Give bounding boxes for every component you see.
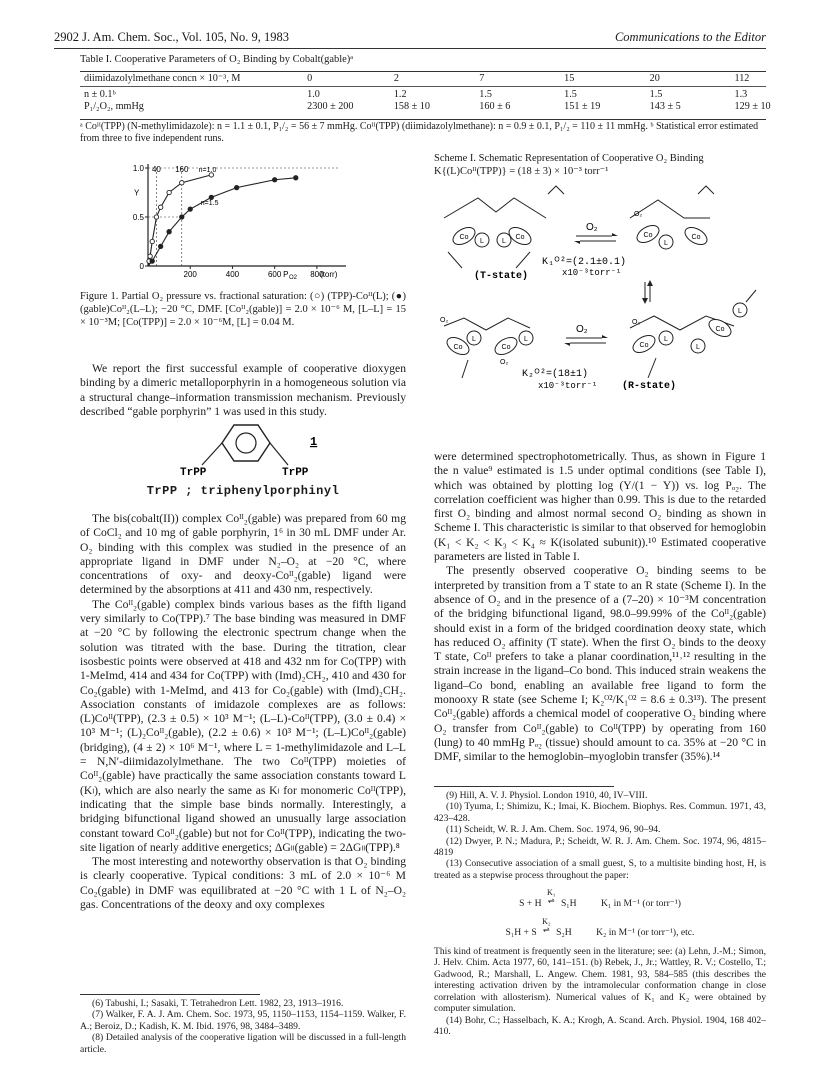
ligand-label: L [480,238,484,245]
cobalt-label: Co [691,234,701,241]
equilibrium-arrow-vertical [642,280,653,304]
top-tick-label: 160 [175,165,189,174]
paragraph: were determined spectrophotometrically. Thus, as shown in Figure 1 the n value⁹ estimated is 1.5 under optimal conditions (see Table I), which was obtained by plotting log (Y/(1 − Y)) vs. log Pₒ₂. The correlation coefficient was higher than 0.99. This is due to the retarded first O₂ binding and almost normal second O₂ binding as shown in Scheme I. This characteristic is similar to that observed for hemoglobin (K₁ < K₂ < K₃ < K₄ ≈ K(isolated subunit)).¹⁰ Estimated cooperative parameters are listed in Table I. [434,450,766,564]
cobalt-label: Co [459,234,469,241]
table-rule [80,71,766,72]
right-footnotes [434,790,766,1037]
footnote: (14) Bohr, C.; Hasselbach, K. A.; Krogh, A. Scand. Arch. Physiol. 1904, 168 402–410. [434,1014,766,1037]
table-cell: 143 ± 5 [649,101,681,113]
bond [270,443,288,465]
y-tick-label: 1.0 [132,164,144,173]
footnote: (10) Tyuma, I.; Shimizu, K.; Imai, K. Biochem. Biophys. Res. Commun. 1971, 43, 423–428. [434,801,766,824]
cobalt-label: Co [515,234,525,241]
bond [202,443,222,465]
footnote-rule [434,786,614,787]
free-ligand [548,186,564,194]
chart-marks [147,173,298,266]
abbreviation-note: TrPP ; triphenylporphinyl [146,484,340,498]
compound-number: 1 [310,435,318,449]
chart-labels [133,164,338,281]
n15-label: n=1.5 [200,200,219,208]
table-cell: 20 [649,73,660,84]
footnote: (12) Dwyer, P. N.; Madura, P.; Scheidt, W. R. J. Am. Chem. Soc. 1974, 96, 4815–4819 [434,835,766,859]
scheme-caption: Scheme I. Schematic Representation of Cooperative O₂ Binding K{(L)Coᴵᴵ(TPP)} = (18 ± 3) × 10⁻³ torr⁻¹ [434,153,704,178]
footnote: (6) Tabushi, I.; Sasaki, T. Tetrahedron Lett. 1982, 23, 1913–1916. [92,998,344,1009]
filled-data-point [180,215,184,219]
open-data-point [148,254,152,258]
table-cell: 112 [734,73,750,84]
cobalt-label: Co [501,344,511,351]
bond [516,252,530,268]
table-cell: n ± 0.1ᵇ [84,88,116,100]
y-axis-label: Y [134,188,140,198]
footnote: (9) Hill, A. V. J. Physiol. London 1910, 40, IV–VIII. [446,790,648,801]
table-cell: 129 ± 10 [734,101,771,113]
section-title: Communications to the Editor [614,30,766,44]
left-footnotes [80,998,406,1055]
o2-ligand-label: O₂ [632,319,641,326]
scheme-molecules [440,186,756,378]
x-tick-label: 400 [225,270,240,279]
filled-data-point [234,185,238,189]
footnote: This kind of treatment is frequently seen in the literature; see: (a) Lehn, J.-M.; Simon, J. Helv. Chim. Acta 1977, 60, 141–151. (b) Rebek, J., Jr.; Wattley, R. V.; Costello, T.; Gadwood, R.; Marshall, L. Angew. Chem. 1981, 93, 584–585 (this describes the interesting activation driven by the intramolecular conformation change in close correlation with allosterism). Numerical values of K₁ and K₂ were obtained by computer simulation. [434,946,766,1015]
table-row [84,86,820,102]
equilibrium-arrow-top [574,233,618,244]
table-cell: 160 ± 6 [479,101,511,113]
equilibrium-arrow: K₁ ⇌ [546,888,556,906]
bond [746,290,756,302]
equation-2: S₁H + S K₂ ⇌ S₂H K₂ in M⁻¹ (or torr⁻¹), etc. [505,916,695,938]
open-data-point [158,205,162,209]
table-row [84,101,820,114]
n1-label: n=1.0 [198,167,217,174]
table-rule [80,119,766,120]
cobalt-label: Co [453,344,463,351]
table-cell: 2300 ± 200 [307,101,354,113]
equilibrium-arrow-bottom [564,335,608,346]
bond [448,252,462,268]
table-row [84,73,820,86]
open-data-point [154,215,158,219]
x-tick-label: 800 [310,270,324,279]
y-tick-label: 0 [139,262,144,271]
filled-data-point [167,230,171,234]
o2-label: O₂ [576,324,588,335]
table-cell: 1.5 [564,88,577,100]
o2-ligand-label: O₂ [500,359,509,366]
k1-unit: x10⁻³torr⁻¹ [562,268,622,278]
k2-equation: K₂ᴼ²=(18±1) [522,369,589,380]
r-state-label: (R-state) [622,381,677,392]
o2-ligand-label: O₂ [634,211,643,218]
open-data-point [150,239,154,243]
chart-axes [145,164,346,269]
table-cell: P₁/₂O₂, mmHg [84,101,144,113]
table-cell: 151 ± 19 [564,101,601,113]
table-cell: 158 ± 10 [393,101,430,113]
ligand-label: L [472,336,476,343]
right-body [434,450,766,765]
ligand-label: L [664,240,668,247]
footnote: (13) Consecutive association of a small guest, S, to a multisite binding host, H, is treated as a stepwise process throughout the paper: [434,858,766,881]
free-ligand [698,186,714,194]
t-state-label: (T-state) [474,271,529,282]
table-cell: diimidazolylmethane concn × 10⁻³, M [84,73,241,84]
table-title: Table I. Cooperative Parameters of O₂ Binding by Cobalt(gable)ᵃ [80,54,354,65]
benzene-aromatic-circle [236,433,256,453]
left-body [80,512,406,912]
footnote: (8) Detailed analysis of the cooperative ligation will be discussed in a full-length article. [80,1032,406,1055]
o2-ligand-label: O₂ [440,317,449,324]
table-cell: 1.3 [734,88,748,100]
bond [648,358,656,378]
figure-1-caption: Figure 1. Partial O₂ pressure vs. fractional saturation: (○) (TPP)-Coᴵᴵ(L); (●) (gable)Coᴵᴵ₂(L–L); −20 °C, DMF. [Coᴵᴵ₂(gable)] = 2.0 × 10⁻⁶ M, [L–L] = 15 × 10⁻³M; [Co(TPP)] = 2.0 × 10⁻⁶M, [L] = 0.04 M. [80,291,406,329]
x-axis-label: P [283,270,289,279]
x-tick-label: 200 [183,270,197,279]
header-rule [54,48,766,49]
x-tick-label: 600 [267,270,282,279]
k1-equation: K₁ᴼ²=(2.1±0.1) [542,257,627,268]
k2-unit: x10⁻³torr⁻¹ [538,381,598,391]
filled-data-point [150,259,154,263]
page-header [54,30,766,48]
open-data-point [180,181,184,185]
table-cell: 2 [393,73,399,84]
footnote: (7) Walker, F. A. J. Am. Chem. Soc. 1973, 95, 1150–1153, 1154–1159. Walker, F. A.; Beroiz, D.; Kadish, K. M. Ibid. 1976, 98, 3484–3489. [80,1009,406,1032]
cobalt-label: Co [715,326,725,333]
table-footnote: ᵃ Coᴵᴵ(TPP) (N-methylimidazole): n = 1.1 ± 0.1, P₁/₂ = 56 ± 7 mmHg. Coᴵᴵ(TPP) (diimidazolylmethane): n = 0.9 ± 0.1, P₁/₂ = 110 ± 11 mmHg. ᵇ Statistical error estimated from three to five independent runs. [80,121,759,144]
table-cell: 1.2 [393,88,407,100]
paragraph: The most interesting and noteworthy observation is that O₂ binding is clearly cooperative. Typical conditions: 3 mL of 2.0 × 10⁻⁶ M Co₂(gable) in DMF was equilibrated at −20 °C with 1 L of N₂–O₂ gas. Concentrations of the deoxy and oxy complexes [80,855,406,912]
paragraph: The Coᴵᴵ₂(gable) complex binds various bases as the fifth ligand very similarly to Co(TPP).⁷ The base binding was measured in DMF at −20 °C by following the electronic spectrum change when the solution was titrated with the base. During the titration, clear isosbestic points were observed at 418 and 432 nm for Co(TPP) with 1-MeImd, 414 and 434 for Co(TPP) with (Imd)₂CH₂, 410 and 430 for Co₂(gable) with 1-MeImd, and 413 for Co₂(gable) with (Imd)₂CH₂. Association constants of imidazole complexes are as follows: (L)Coᴵᴵ(TPP), (2.3 ± 0.5) × 10³ M⁻¹; (L–L)-Coᴵᴵ(TPP), (3.0 ± 0.4) × 10³ M⁻¹; (L)₂Coᴵᴵ₂(gable), (2.2 ± 0.6) × 10³ M⁻¹; (L–L)Coᴵᴵ₂(gable) (bridging), (4 ± 2) × 10⁶ M⁻¹, where L = 1-methylimidazole and L–L = N,N′-diimidazolylmethane. The two Coᴵᴵ(TPP) moieties of Coᴵᴵ₂(gable) have practically the same association constants toward L (Kₗ), which are also nearly the same as Kₗ for monomeric Coᴵᴵ(TPP), indicating that the simple base binds normally. Interestingly, a bridging bifunctional ligand showed an unusually large association constant toward Coᴵᴵ₂(gable) but not for Coᴵᴵ(TPP), indicating the two-site ligation of nearly additive energetics; ΔGₗₗ(gable) = 2ΔGₗₗ(TPP).⁸ [80,597,406,854]
intro-paragraph [80,362,406,419]
footnote-rule [80,994,260,995]
paragraph: The bis(cobalt(II)) complex Coᴵᴵ₂(gable) was prepared from 60 mg of CoCl₂ and 10 mg of gable porphyrin, 1⁶ in 30 mL DMF under Ar. O₂ binding with this complex was studied in the presence of an appropriate ligand in DMF under N₂–O₂ at −20 °C, where concentrations of oxy- and deoxy-Coᴵᴵ₂(gable) ligand were determined by the absorptions at 411 and 430 nm, respectively. [80,512,406,597]
filled-data-point [294,176,298,180]
cobalt-label: Co [639,342,649,349]
footnote: (11) Scheidt, W. R. J. Am. Chem. Soc. 1974, 96, 90–94. [446,824,661,836]
ligand-label: L [696,344,700,351]
y-tick-label: 0.5 [132,213,144,222]
table-cell: 1.0 [307,88,320,100]
o2-label: O₂ [586,222,598,233]
equilibrium-arrow: K₂ ⇌ [542,916,551,934]
equation-1: S + H K₁ ⇌ S₁H K₁ in M⁻¹ (or torr⁻¹) [519,888,681,910]
filled-data-point [158,244,162,248]
x-axis-unit: (torr) [320,270,338,279]
scheme-1-diagram [434,178,766,438]
ligand-label: L [664,336,668,343]
paragraph: We report the first successful example of cooperative dioxygen binding by a dimeric metalloporphyrin in a homogeneous solution via a structural change–information transmission mechanism. Previously described “gable porphyrin” 1 was used in this study. [80,362,406,418]
filled-data-point [209,195,213,199]
filled-data-point [272,178,276,182]
table-cell: 1.5 [479,88,493,100]
journal-citation: 2902 J. Am. Chem. Soc., Vol. 105, No. 9, 1983 [54,30,289,44]
benzene-ring [222,425,270,461]
paragraph: The presently observed cooperative O₂ binding seems to be interpreted by transition from a T state to an R state (Scheme I). In the absence of O₂ and in the presence of a (7–20) × 10⁻³M concentration of the bridging bifunctional ligand, 98.0–99.99% of the Coᴵᴵ₂(gable) should exist in a form of the bridged coordination deoxy state, which has reduced O₂ affinity (T state). When the first O₂ binds to the deoxy T state, Coᴵᴵ prefers to take a planar coordination,¹¹˒¹² resulting in the strain increase in the ligand–Co bond. This induced strain weakens the ligand–Co bond, enabling an available free ligand to form the monooxy R state (see Scheme I; K₂ᴼ²/K₁ᴼ² = 8.6 ± 0.3¹³). The present Coᴵᴵ₂(gable) affords a chemical model of cooperative O₂ binding where O₂ transfer from Coᴵᴵ₂(gable) to Coᴵᴵ(TPP) by operating from 160 (lung) to 40 mmHg Pₒ₂ (tissue) should amount to ca. 35% at −20 °C in DMF, similar to the hemoglobin–myoglobin transfer (35%).¹⁴ [434,564,766,764]
trpp-label-right: TrPP [282,467,309,477]
top-tick-label: 40 [151,165,161,174]
table-cell: 7 [479,73,485,84]
table-cell: 1.5 [649,88,663,100]
table-cell: 0 [307,73,313,84]
open-data-point [167,190,171,194]
x-axis-label-subscript: O2 [289,275,298,281]
gable-backbone [444,318,530,330]
table-cell: 15 [564,73,575,84]
ligand-label: L [502,238,506,245]
ligand-label: L [524,336,528,343]
cobalt-label: Co [643,232,653,239]
bond [462,360,468,378]
cooperative-parameters-table [84,73,820,114]
gable-porphyrin-structure [166,421,326,477]
filled-data-point [188,207,192,211]
trpp-label-left: TrPP [180,467,207,477]
gable-backbone [444,198,546,218]
figure-1-chart [108,154,370,282]
ligand-label: L [738,308,742,315]
